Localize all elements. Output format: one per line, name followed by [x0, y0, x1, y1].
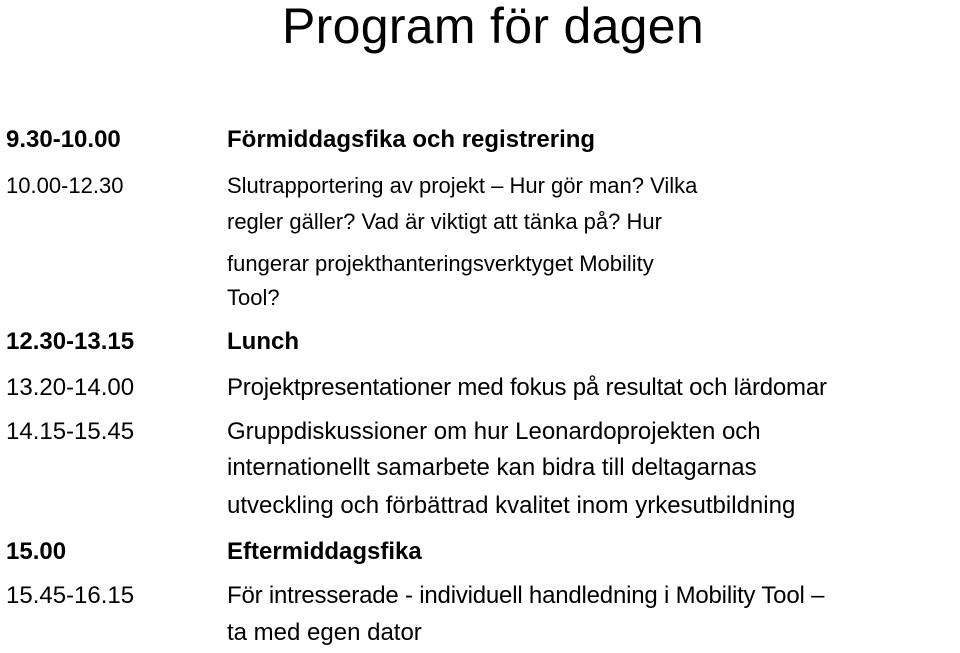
schedule-item-4-line-1: Projektpresentationer med fokus på resultat och lärdomar: [227, 374, 827, 401]
schedule-item-7-line-2: ta med egen dator: [227, 619, 422, 646]
schedule-time-2: 10.00-12.30: [6, 173, 124, 198]
schedule-time-6: 15.00: [6, 538, 67, 565]
schedule-item-1-line-1: Förmiddagsfika och registrering: [227, 126, 596, 153]
schedule-time-1: 9.30-10.00: [6, 126, 121, 153]
schedule-item-2-line-1: Slutrapportering av projekt – Hur gör man? Vilka: [227, 173, 698, 198]
schedule-item-5-line-2: internationellt samarbete kan bidra till deltagarnas: [227, 454, 757, 481]
page-title: Program för dagen: [282, 0, 704, 54]
schedule-item-5-line-1: Gruppdiskussioner om hur Leonardoprojekten och: [227, 418, 761, 445]
schedule-item-2-line-3: fungerar projekthanteringsverktyget Mobility: [227, 251, 654, 276]
schedule-item-2-line-2: regler gäller? Vad är viktigt att tänka på? Hur: [227, 209, 662, 234]
schedule-time-4: 13.20-14.00: [6, 374, 135, 401]
schedule-time-7: 15.45-16.15: [6, 582, 135, 609]
schedule-time-3: 12.30-13.15: [6, 328, 135, 355]
schedule-item-7-line-1: För intresserade - individuell handledning i Mobility Tool –: [227, 582, 825, 609]
schedule-item-2-line-4: Tool?: [227, 285, 280, 310]
schedule-item-5-line-3: utveckling och förbättrad kvalitet inom yrkesutbildning: [227, 492, 796, 519]
schedule-item-6-line-1: Eftermiddagsfika: [227, 538, 422, 565]
schedule-time-5: 14.15-15.45: [6, 418, 135, 445]
schedule-item-3-line-1: Lunch: [227, 328, 299, 355]
